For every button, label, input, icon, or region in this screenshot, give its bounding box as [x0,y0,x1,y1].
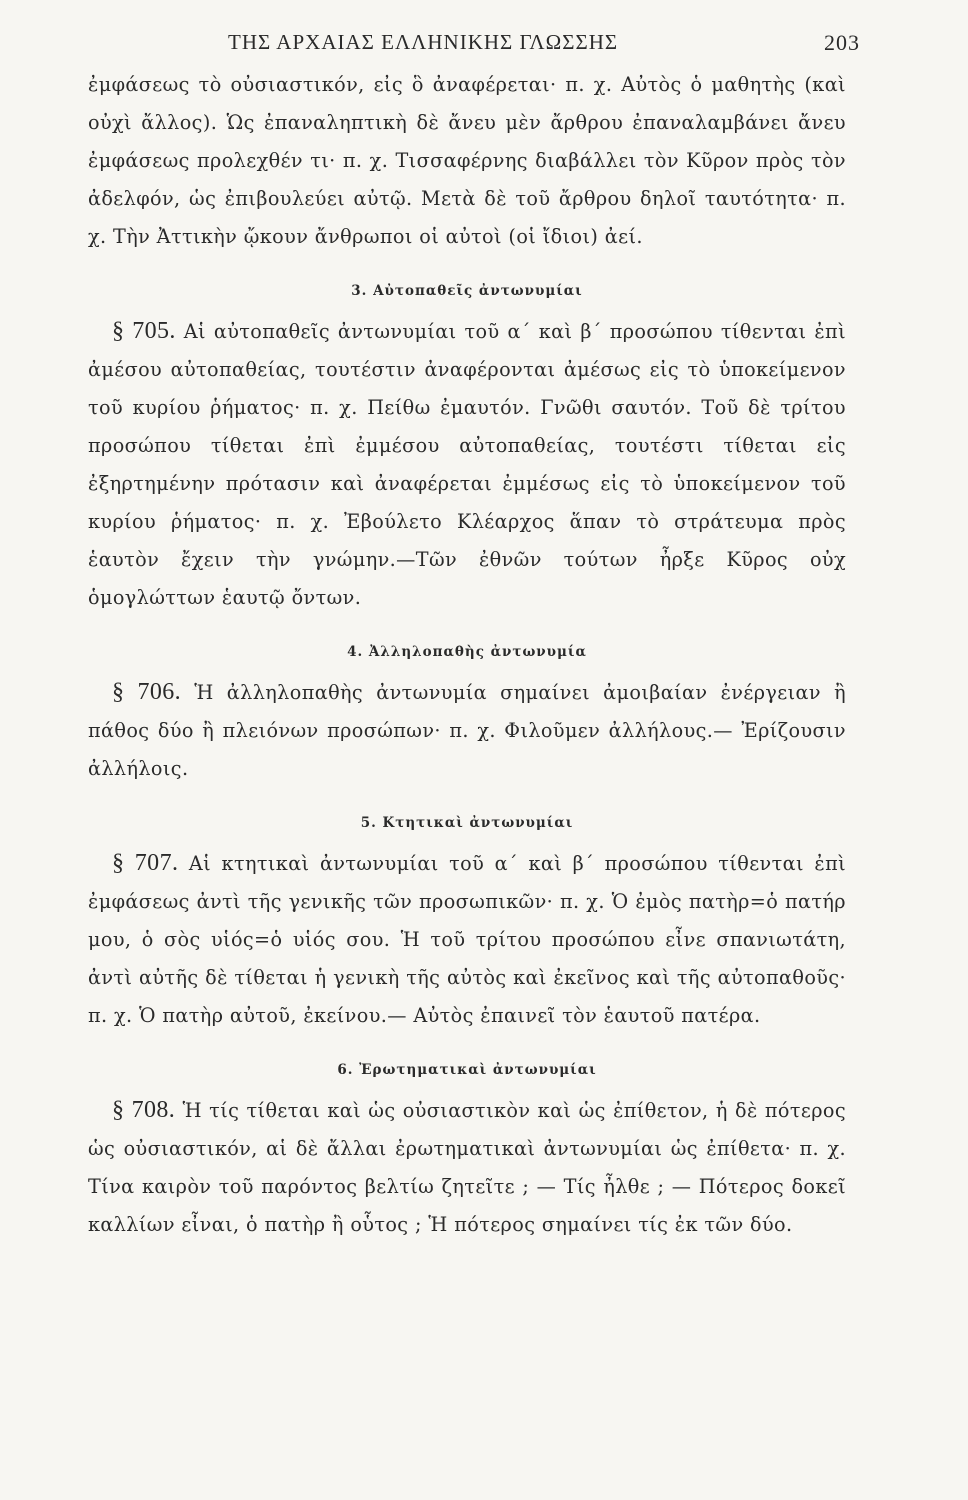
page-number: 203 [824,30,860,55]
paragraph-708 [88,1091,846,1244]
paragraph-706-text: Ἡ ἀλληλοπαθὴς ἀντωνυμία σημαίνει ἀμοιβαίαν ἐνέργειαν ἢ πάθος δύο ἢ πλειόνων προσώπων· π. χ. Φιλοῦμεν ἀλλήλους.— Ἐρίζουσιν ἀλλήλοις. [88,681,846,780]
running-title: ΤΗΣ ΑΡΧΑΙΑΣ ΕΛΛΗΝΙΚΗΣ ΓΛΩΣΣΗΣ [228,30,619,54]
section-heading-possessive: 5. Κτητικαὶ ἀντωνυμίαι [360,815,574,831]
section-heading-reciprocal: 4. Ἀλληλοπαθὴς ἀντωνυμία [347,644,587,660]
section-heading-reflexive: 3. Αὐτοπαθεῖς ἀντωνυμίαι [351,283,583,299]
paragraph-707 [88,844,846,1035]
intro-paragraph: ἐμφάσεως τὸ οὐσιαστικόν, εἰς ὃ ἀναφέρεται· π. χ. Αὐτὸς ὁ μαθητὴς (καὶ οὐχὶ ἄλλος). Ὡς ἐπαναληπτικὴ δὲ ἄνευ μὲν ἄρθρου ἐπαναλαμβάνει ἄνευ ἐμφάσεως προλεχθέν τι· π. χ. Τισσαφέρνης διαβάλλει τὸν Κῦρον πρὸς τὸν ἀδελφόν, ὡς ἐπιβουλεύει αὐτῷ. Μετὰ δὲ τοῦ ἄρθρου δηλοῖ ταυτότητα· π. χ. Τὴν Ἀττικὴν ᾤκουν ἄνθρωποι οἱ αὐτοὶ (οἱ ἴδιοι) ἀεί. [88,73,846,248]
paragraph-706 [88,673,846,788]
section-heading-interrogative: 6. Ἐρωτηματικαὶ ἀντωνυμίαι [337,1062,597,1078]
paragraph-705-text: Αἱ αὐτοπαθεῖς ἀντωνυμίαι τοῦ α΄ καὶ β΄ προσώπου τίθενται ἐπὶ ἀμέσου αὐτοπαθείας, τουτέστιν ἀναφέρονται ἀμέσως εἰς τὸ ὑποκείμενον τοῦ κυρίου ῥήματος· π. χ. Πείθω ἐμαυτόν. Γνῶθι σαυτόν. Τοῦ δὲ τρίτου προσώπου τίθεται ἐπὶ ἐμμέσου αὐτοπαθείας, τουτέστι τίθεται εἰς ἐξηρτημένην πρότασιν καὶ ἀναφέρεται ἐμμέσως εἰς τὸ ὑποκείμενον τοῦ κυρίου ῥήματος· π. χ. Ἐβούλετο Κλέαρχος ἅπαν τὸ στράτευμα πρὸς ἑαυτὸν ἔχειν τὴν γνώμην.—Τῶν ἐθνῶν τούτων ἦρξε Κῦρος οὐχ ὁμογλώττων ἑαυτῷ ὄντων. [88,320,846,609]
paragraph-705 [88,312,846,617]
paragraph-707-text: Αἱ κτητικαὶ ἀντωνυμίαι τοῦ α΄ καὶ β΄ προσώπου τίθενται ἐπὶ ἐμφάσεως ἀντὶ τῆς γενικῆς τῶν προσωπικῶν· π. χ. Ὁ ἐμὸς πατὴρ=ὁ πατήρ μου, ὁ σὸς υἱός=ὁ υἱός σου. Ἡ τοῦ τρίτου προσώπου εἶνε σπανιωτάτη, ἀντὶ αὐτῆς δὲ τίθεται ἡ γενικὴ τῆς αὐτὸς καὶ ἐκεῖνος καὶ τῆς αὐτοπαθοῦς· π. χ. Ὁ πατὴρ αὐτοῦ, ἐκείνου.— Αὐτὸς ἐπαινεῖ τὸν ἑαυτοῦ πατέρα. [88,852,847,1027]
section-mark-707: § 707. [112,850,179,876]
paragraph-708-text: Ἡ τίς τίθεται καὶ ὡς οὐσιαστικὸν καὶ ὡς ἐπίθετον, ἡ δὲ πότερος ὡς οὐσιαστικόν, αἱ δὲ ἄλλαι ἐρωτηματικαὶ ἀντωνυμίαι ὡς ἐπίθετα· π. χ. Τίνα καιρὸν τοῦ παρόντος βελτίω ζητεῖτε ; — Τίς ἦλθε ; — Πότερος δοκεῖ καλλίων εἶναι, ὁ πατὴρ ἢ οὗτος ; Ἡ πότερος σημαίνει τίς ἐκ τῶν δύο. [88,1099,847,1236]
section-mark-705: § 705. [112,318,176,344]
running-head [88,22,860,66]
section-mark-706: § 706. [112,679,182,705]
section-mark-708: § 708. [112,1097,176,1123]
